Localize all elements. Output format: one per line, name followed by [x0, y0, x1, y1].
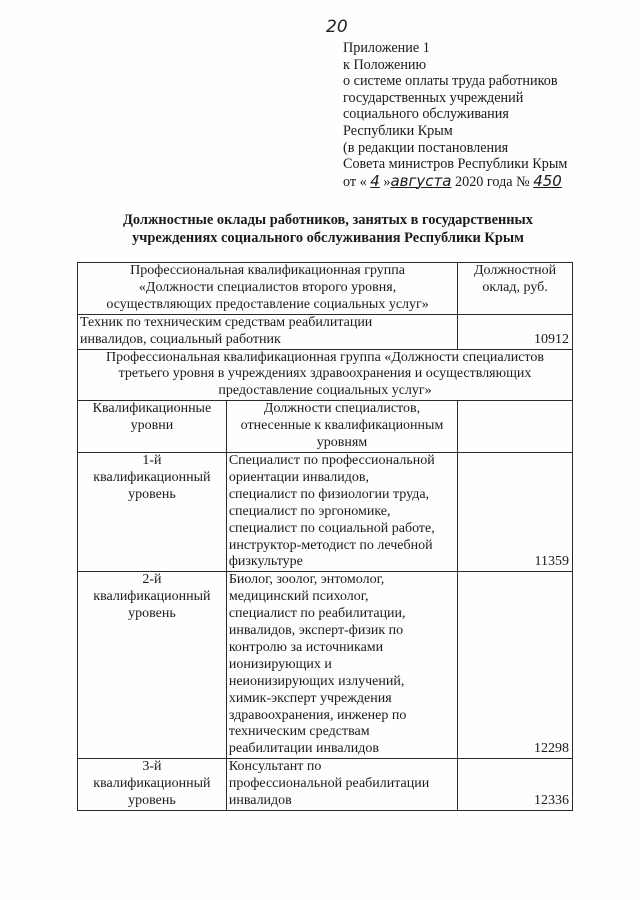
group2-header-line: «Должности специалистов второго уровня,	[138, 279, 397, 295]
positions-header-line: Должности специалистов,	[263, 401, 421, 417]
group2-header-cell	[78, 263, 458, 315]
positions-cell	[226, 452, 457, 571]
appendix-line: Приложение 1	[343, 40, 430, 56]
handwritten-decree-number: 450	[533, 171, 562, 190]
group2-position-row	[78, 314, 573, 349]
level-line: 2-й	[142, 572, 162, 588]
appendix-date-line	[343, 173, 635, 191]
group3-header-row	[78, 349, 573, 401]
position-line: Консультант по	[228, 759, 322, 775]
position-line: физкультуре	[228, 554, 303, 570]
salary-cell: 12298	[458, 572, 573, 759]
position-line: ионизирующих и	[228, 656, 332, 672]
date-mid: »	[383, 173, 391, 190]
levels-header-line: Квалификационные	[92, 401, 212, 417]
table-row	[78, 452, 573, 571]
group2-header-line: Профессиональная квалификационная группа	[130, 263, 405, 278]
appendix-line: к Положению	[343, 56, 427, 73]
position-line: техническим средствам	[228, 724, 370, 740]
salary-cell: 11359	[458, 452, 573, 571]
level-cell	[78, 759, 227, 811]
position-line: специалист по социальной работе,	[228, 520, 435, 536]
group2-header-row	[78, 263, 573, 315]
appendix-line: государственных учреждений	[343, 89, 524, 106]
position-line: специалист по физиологии труда,	[228, 486, 430, 502]
salary-cell: 12336	[458, 759, 573, 811]
group2-position-cell	[78, 314, 458, 349]
salary-table	[77, 262, 573, 811]
handwritten-page-number: 20	[326, 17, 348, 37]
position-line: ориентации инвалидов,	[228, 469, 369, 485]
document-title	[60, 211, 596, 247]
position-line: инструктор-методист по лечебной	[228, 537, 433, 553]
position-line: профессиональной реабилитации	[228, 776, 430, 792]
level-line: уровень	[128, 793, 176, 809]
levels-header-line: уровни	[130, 418, 174, 434]
levels-column-header	[78, 401, 227, 453]
group2-salary-cell: 10912	[458, 314, 573, 349]
position-line: инвалидов	[228, 793, 292, 809]
position-line: медицинский психолог,	[228, 589, 369, 605]
group3-header-cell	[78, 349, 573, 401]
salary-header-cell	[458, 263, 573, 315]
empty-salary-header-cell	[458, 401, 573, 453]
level-line: квалификационный	[93, 589, 211, 605]
position-line: Специалист по профессиональной	[228, 452, 435, 468]
date-prefix: от «	[343, 173, 367, 190]
level-line: 3-й	[142, 759, 162, 775]
appendix-block	[343, 40, 635, 190]
group2-position-line: Техник по техническим средствам реабилитации	[80, 314, 373, 330]
table-row	[78, 759, 573, 811]
positions-cell	[226, 759, 457, 811]
level-line: квалификационный	[93, 776, 211, 792]
group3-column-header-row	[78, 401, 573, 453]
handwritten-date-day: 4	[370, 171, 380, 190]
salary-header-line: оклад, руб.	[482, 279, 548, 295]
position-line: специалист по реабилитации,	[228, 606, 406, 622]
salary-header-line: Должностной	[473, 263, 557, 278]
level-line: уровень	[128, 486, 176, 502]
position-line: инвалидов, эксперт-физик по	[228, 623, 404, 639]
positions-column-header	[226, 401, 457, 453]
title-line: учреждениях социального обслуживания Республики Крым	[132, 230, 524, 246]
positions-header-line: отнесенные к квалификационным	[240, 418, 444, 434]
level-line: 1-й	[142, 452, 162, 468]
level-line: уровень	[128, 606, 176, 622]
level-line: квалификационный	[93, 469, 211, 485]
handwritten-date-month: августа	[390, 171, 452, 190]
position-line: неионизирующих излучений,	[228, 673, 405, 689]
positions-cell	[226, 572, 457, 759]
level-cell	[78, 572, 227, 759]
group3-header-line: предоставление социальных услуг»	[218, 383, 432, 399]
position-line: Биолог, зоолог, энтомолог,	[228, 572, 385, 588]
position-line: химик-эксперт учреждения	[228, 690, 392, 706]
table-row	[78, 572, 573, 759]
position-line: реабилитации инвалидов	[228, 741, 379, 757]
group2-header-line: осуществляющих предоставление социальных услуг»	[106, 296, 429, 312]
position-line: специалист по эргономике,	[228, 503, 391, 519]
appendix-line: о системе оплаты труда работников	[343, 73, 558, 90]
group2-position-line: инвалидов, социальный работник	[80, 331, 281, 347]
positions-header-line: уровням	[316, 435, 368, 451]
group3-header-line: Профессиональная квалификационная группа «Должности специалистов	[106, 349, 544, 365]
level-cell	[78, 452, 227, 571]
position-line: здравоохранения, инженер по	[228, 707, 407, 723]
date-year: 2020 года №	[455, 173, 530, 190]
group3-header-line: третьего уровня в учреждениях здравоохранения и осуществляющих	[118, 366, 532, 382]
title-line: Должностные оклады работников, занятых в государственных	[123, 212, 533, 228]
position-line: контролю за источниками	[228, 639, 384, 655]
appendix-line: Совета министров Республики Крым	[343, 156, 568, 173]
appendix-line: (в редакции постановления	[343, 139, 509, 156]
appendix-line: Республики Крым	[343, 122, 453, 139]
appendix-line: социального обслуживания	[343, 106, 509, 123]
